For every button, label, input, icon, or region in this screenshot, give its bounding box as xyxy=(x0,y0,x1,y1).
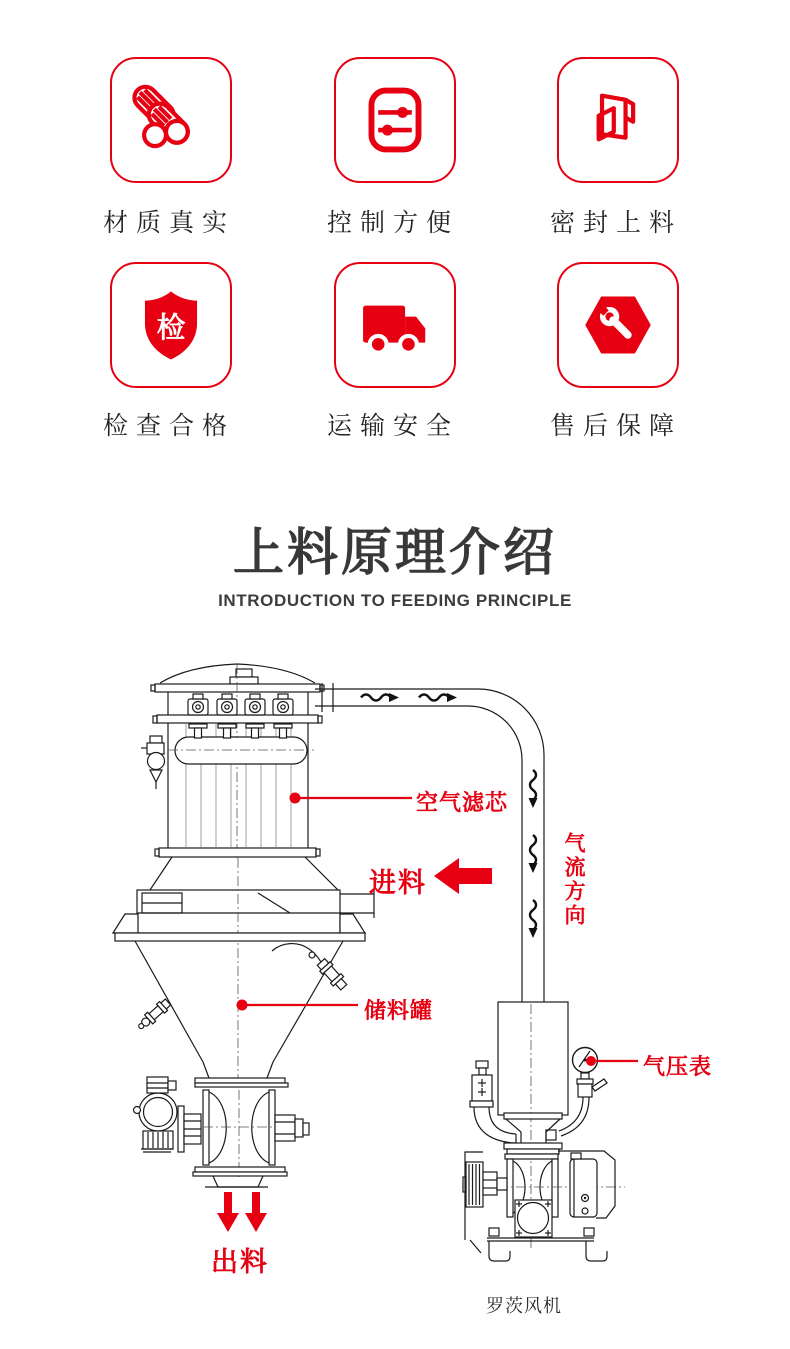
feature-label: 材质真实 xyxy=(102,209,235,237)
sliders-icon xyxy=(353,78,437,162)
storage-tank-label: 储料罐 xyxy=(364,998,434,1023)
airflow-arrow-icon xyxy=(529,835,538,873)
feature-label: 检查合格 xyxy=(102,412,235,440)
feature-tile-aftersale xyxy=(557,262,679,388)
storage-hopper-drawing xyxy=(113,857,374,1085)
open-door-icon xyxy=(576,78,660,162)
feature-tile-control xyxy=(334,57,456,183)
airflow-arrow-icon xyxy=(529,770,538,808)
filter-vessel-drawing xyxy=(141,664,324,858)
feed-in-label: 进料 xyxy=(369,868,427,898)
pressure-gauge-label: 气压表 xyxy=(643,1054,713,1079)
truck-icon xyxy=(353,283,437,367)
conveying-pipe-drawing xyxy=(315,683,544,1002)
feature-tile-transport xyxy=(334,262,456,388)
pressure-gauge-leader-dot xyxy=(586,1056,596,1066)
feed-in-arrow-icon xyxy=(434,858,492,894)
air-filter-leader-dot xyxy=(290,793,301,804)
feature-tile-inspection xyxy=(110,262,232,388)
feature-label: 售后保障 xyxy=(549,412,682,440)
shield-badge-char: 检 xyxy=(156,311,186,344)
airflow-arrow-icon xyxy=(419,693,457,702)
section-subtitle: INTRODUCTION TO FEEDING PRINCIPLE xyxy=(218,591,572,610)
discharge-arrow-icon xyxy=(245,1192,267,1232)
rotary-valve-drawing xyxy=(134,1077,310,1187)
pipes-icon xyxy=(129,78,213,162)
airflow-direction-label: 气流方向 xyxy=(562,832,585,928)
feature-tile-sealed xyxy=(557,57,679,183)
feeding-principle-diagram xyxy=(0,630,790,1349)
feature-label: 运输安全 xyxy=(326,412,459,440)
discharge-arrow-icon xyxy=(217,1192,239,1232)
air-filter-label: 空气滤芯 xyxy=(416,790,509,815)
wrench-hexagon-icon xyxy=(576,283,660,367)
storage-tank-leader-dot xyxy=(237,1000,248,1011)
shield-inspect-icon xyxy=(129,283,213,367)
roots-blower-label: 罗茨风机 xyxy=(486,1296,562,1316)
feature-tile-material xyxy=(110,57,232,183)
discharge-label: 出料 xyxy=(211,1247,269,1277)
feature-label: 密封上料 xyxy=(549,209,682,237)
airflow-arrow-icon xyxy=(529,900,538,938)
section-title: 上料原理介绍 xyxy=(232,524,557,581)
feature-label: 控制方便 xyxy=(326,209,459,237)
airflow-arrow-icon xyxy=(361,693,399,702)
roots-blower-drawing xyxy=(462,1002,625,1261)
